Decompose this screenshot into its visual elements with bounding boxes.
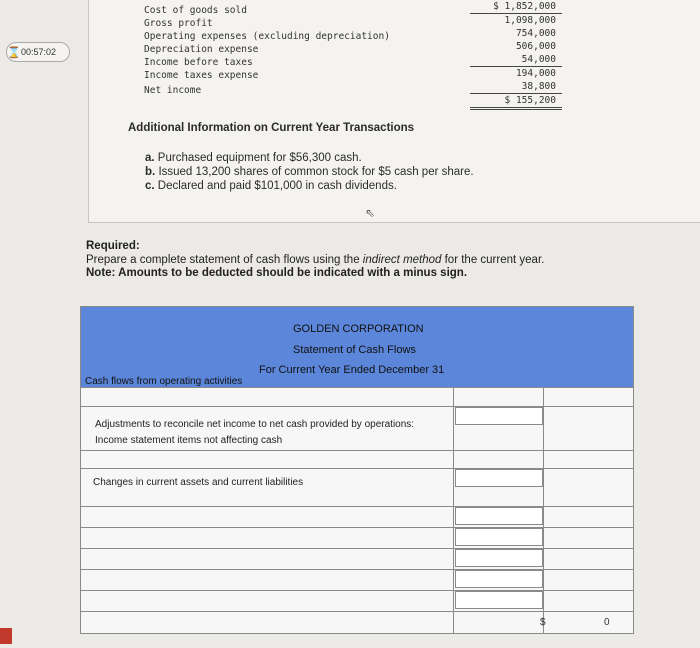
label-depreciation: Depreciation expense <box>144 44 259 55</box>
label-cogs: Cost of goods sold <box>144 5 247 16</box>
table-row[interactable] <box>81 611 633 633</box>
list-item: c. Declared and paid $101,000 in cash dividends. <box>145 180 397 192</box>
table-row[interactable] <box>81 548 633 570</box>
label-income-taxes: Income taxes expense <box>144 70 259 81</box>
income-statement-values <box>470 0 562 110</box>
required-heading: Required: <box>86 240 140 252</box>
mouse-cursor-icon: ⇖ <box>365 206 376 220</box>
required-text: Prepare a complete statement of cash flows using the indirect method for the current year. <box>86 253 545 266</box>
list-item: b. Issued 13,200 shares of common stock for $5 cash per share. <box>145 166 474 178</box>
amount-input[interactable] <box>455 591 543 609</box>
timer-value: 00:57:02 <box>21 47 57 57</box>
amount-input[interactable] <box>455 469 543 487</box>
edge-badge <box>0 628 12 644</box>
value-cogs: 1,098,000 <box>504 15 556 26</box>
cash-flow-statement-table <box>80 306 634 634</box>
table-row[interactable] <box>81 569 633 591</box>
table-row[interactable] <box>81 450 633 469</box>
required-note: Note: Amounts to be deducted should be indicated with a minus sign. <box>86 267 468 279</box>
additional-info-list <box>145 151 474 193</box>
amount-input[interactable] <box>455 570 543 588</box>
operating-activities-label: Cash flows from operating activities <box>85 376 243 387</box>
label-net-income: Net income <box>144 85 202 96</box>
required-section <box>86 240 544 281</box>
amount-input[interactable] <box>455 407 543 425</box>
value-net-income: $ 155,200 <box>470 94 562 110</box>
hourglass-icon: ⌛ <box>7 46 21 59</box>
value-gross-profit: 754,000 <box>515 28 556 39</box>
amount-input[interactable] <box>455 528 543 546</box>
value-sales: $ 1,852,000 <box>470 0 562 14</box>
label-income-before-taxes: Income before taxes <box>144 57 253 68</box>
amount-input[interactable] <box>455 507 543 525</box>
value-depreciation: 54,000 <box>470 53 562 67</box>
amount-input[interactable] <box>455 549 543 567</box>
label-operating-expenses: Operating expenses (excluding depreciation) <box>144 31 390 42</box>
total-value: 0 <box>604 617 610 628</box>
table-row[interactable] <box>81 527 633 549</box>
table-row[interactable] <box>81 387 633 407</box>
company-name: GOLDEN CORPORATION <box>293 323 424 335</box>
value-income-before-taxes: 194,000 <box>515 68 556 79</box>
statement-header <box>81 307 633 387</box>
income-statement-labels <box>144 4 390 97</box>
label-gross-profit: Gross profit <box>144 18 213 29</box>
value-operating-expenses: 506,000 <box>515 41 556 52</box>
table-row[interactable] <box>81 506 633 528</box>
statement-period: For Current Year Ended December 31 <box>259 364 445 376</box>
total-currency: $ <box>540 617 546 628</box>
income-items-label: Income statement items not affecting cash <box>95 435 283 446</box>
adjustments-label: Adjustments to reconcile net income to net cash provided by operations: <box>95 419 415 430</box>
timer <box>6 42 70 62</box>
statement-title: Statement of Cash Flows <box>293 344 416 356</box>
list-item: a. Purchased equipment for $56,300 cash. <box>145 152 362 164</box>
changes-label: Changes in current assets and current liabilities <box>93 477 304 488</box>
table-row[interactable] <box>81 406 633 451</box>
table-row[interactable] <box>81 468 633 507</box>
additional-info-title: Additional Information on Current Year Transactions <box>128 122 415 134</box>
value-income-taxes: 38,800 <box>470 80 562 94</box>
table-row[interactable] <box>81 590 633 612</box>
